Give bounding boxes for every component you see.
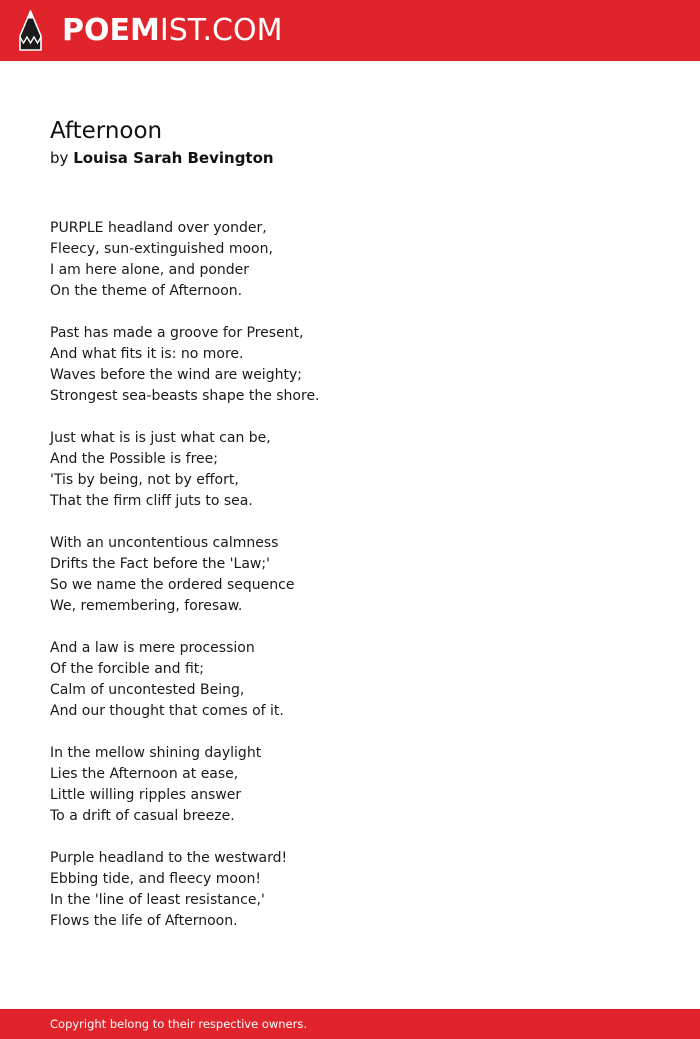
poem-body [50, 218, 670, 932]
poem-line: In the 'line of least resistance,' [50, 892, 265, 908]
poem-line: So we name the ordered sequence [50, 577, 295, 593]
stanza [50, 638, 670, 722]
poem-line: Ebbing tide, and fleecy moon! [50, 871, 262, 887]
poem-line: To a drift of casual breeze. [50, 808, 235, 824]
logo-text [62, 12, 283, 48]
author-name[interactable]: Louisa Sarah Bevington [73, 149, 274, 167]
poem-line: Drifts the Fact before the 'Law;' [50, 556, 270, 572]
poem-line: Past has made a groove for Present, [50, 325, 304, 341]
stanza [50, 743, 670, 827]
poem-line: Little willing ripples answer [50, 787, 242, 803]
poem-line: And a law is mere procession [50, 640, 255, 656]
poem-line: With an uncontentious calmness [50, 535, 279, 551]
poem-title: Afternoon [50, 118, 163, 144]
poem-line: Just what is is just what can be, [50, 430, 271, 446]
stanza [50, 323, 670, 407]
logo-text-light: IST.COM [159, 12, 283, 48]
stanza [50, 428, 670, 512]
poem-line: I am here alone, and ponder [50, 262, 250, 278]
poem-line: And the Possible is free; [50, 451, 218, 467]
poem-line: Fleecy, sun-extinguished moon, [50, 241, 273, 257]
by-label: by [50, 149, 69, 167]
pencil-tip-icon [18, 10, 43, 51]
poem-content [50, 117, 670, 953]
poem-line: Purple headland to the westward! [50, 850, 288, 866]
copyright-notice: Copyright belong to their respective owners. [50, 1017, 308, 1031]
byline [50, 148, 670, 168]
poem-line: We, remembering, foresaw. [50, 598, 243, 614]
poem-line: And what fits it is: no more. [50, 346, 244, 362]
stanza [50, 848, 670, 932]
poem-line: Waves before the wind are weighty; [50, 367, 302, 383]
poem-line: 'Tis by being, not by effort, [50, 472, 239, 488]
poem-line: That the firm cliff juts to sea. [50, 493, 253, 509]
logo-text-bold: POEM [62, 12, 160, 48]
poem-line: Flows the life of Afternoon. [50, 913, 238, 929]
poem-line: And our thought that comes of it. [50, 703, 284, 719]
poem-line: Of the forcible and fit; [50, 661, 205, 677]
poem-line: On the theme of Afternoon. [50, 283, 243, 299]
footer-bar [0, 1009, 700, 1039]
header-bar [0, 0, 700, 61]
poem-line: Lies the Afternoon at ease, [50, 766, 239, 782]
poem-line: Strongest sea-beasts shape the shore. [50, 388, 320, 404]
poem-line: PURPLE headland over yonder, [50, 220, 267, 236]
stanza [50, 218, 670, 302]
poem-line: In the mellow shining daylight [50, 745, 262, 761]
poem-line: Calm of uncontested Being, [50, 682, 245, 698]
stanza [50, 533, 670, 617]
site-logo[interactable] [18, 10, 282, 51]
